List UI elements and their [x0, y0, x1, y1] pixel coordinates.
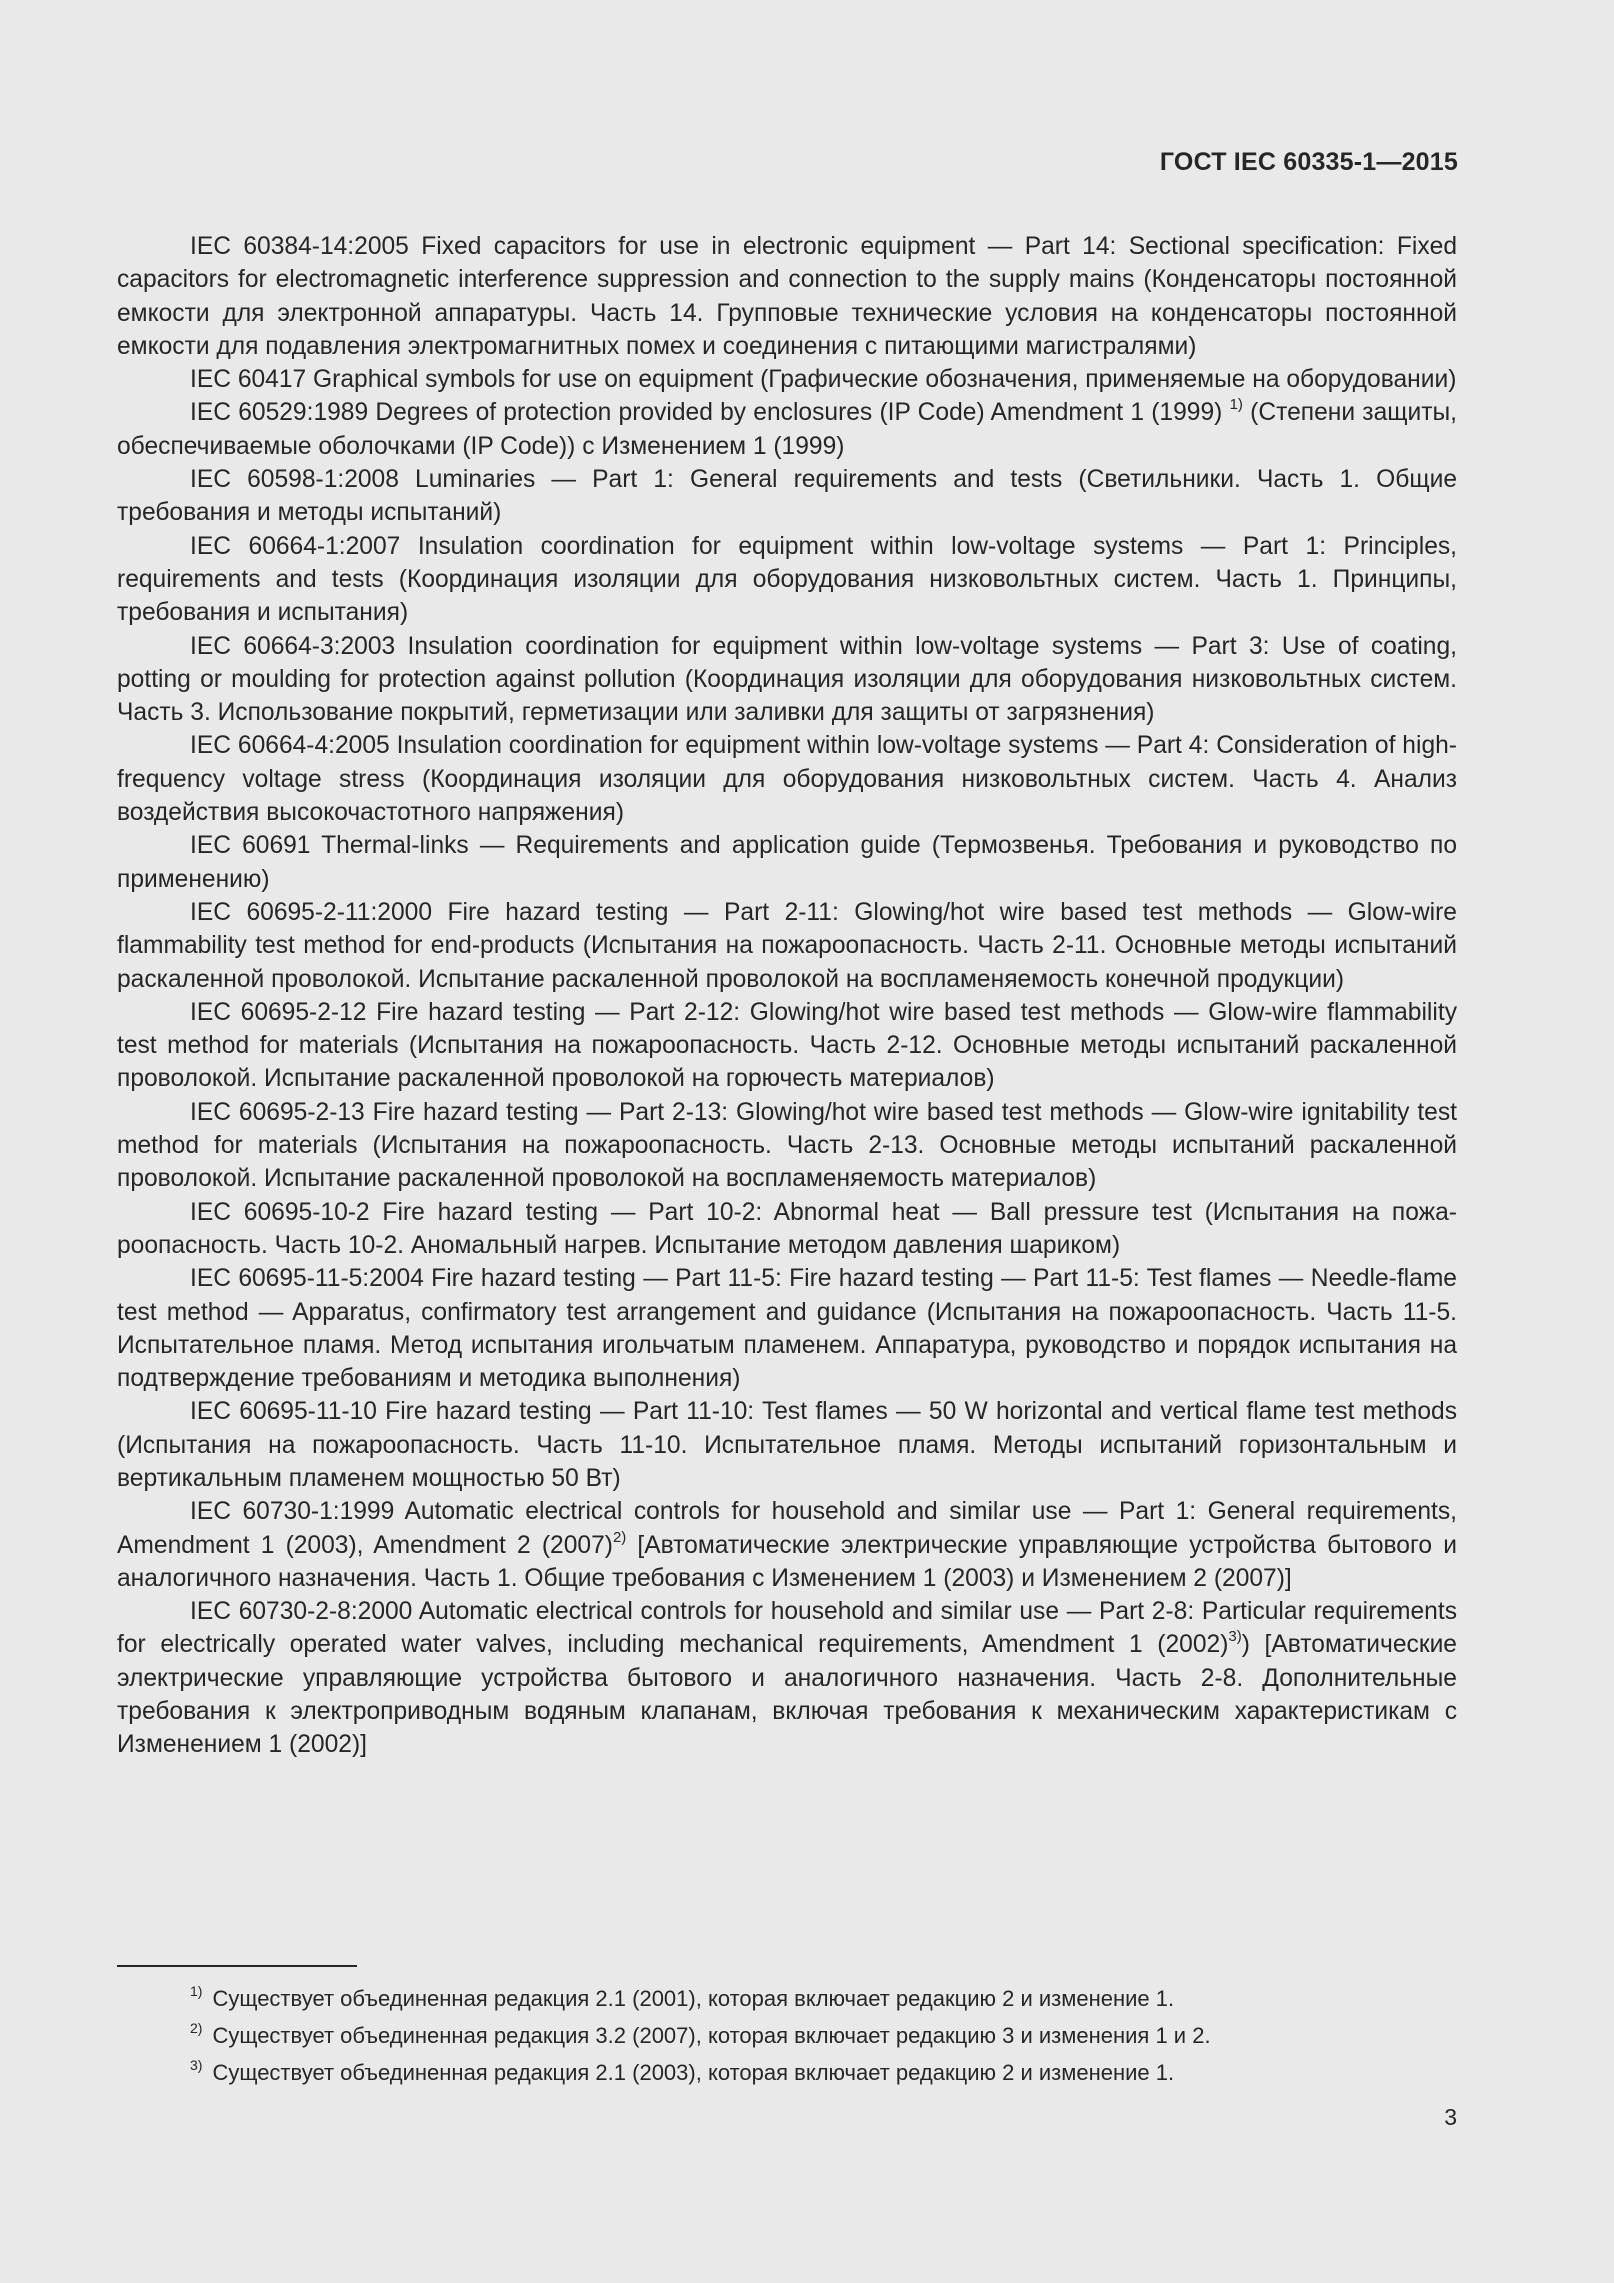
footnote-mark: 3) — [190, 2057, 203, 2073]
reference-item: IEC 60691 Thermal-links — Requirements and application guide (Термозвенья. Требования и руководство по применению) — [117, 832, 1457, 893]
footnote-separator — [117, 1965, 357, 1967]
footnote-mark: 2) — [190, 2020, 203, 2036]
reference-item: IEC 60695-2-13 Fire hazard testing — Part 2-13: Glowing/hot wire based test methods — Glow-wire ignitability test method for materials (Испытания на пожароопасность. Часть 2-13. Основные методы испытаний раскаленной проволокой. Испытание раскаленной проволокой на воспламеняемость материалов) — [117, 1098, 1457, 1193]
footnote-ref: 1) — [1229, 396, 1243, 414]
reference-item: IEC 60664-3:2003 Insulation coordination for equipment within low-voltage systems — Part 3: Use of coating, potting or moulding for protection against pollution (Координация изоляции для оборудования низковольтных систем. Часть 3. Использование покрытий, герметизации или заливки для защиты от загрязнения) — [117, 632, 1457, 727]
reference-text: IEC 60730-1:1999 Automatic electrical controls for household and similar use — Part 1: General requirements, Amendment 1 (2003), Amendment 2 (2007) — [117, 1498, 1457, 1559]
reference-item: IEC 60695-2-11:2000 Fire hazard testing — Part 2-11: Glowing/hot wire based test methods — Glow-wire flammability test method for end-products (Испытания на пожароопасность. Часть 2-11. Основные методы испытаний раскаленной проволокой. Испытание раскаленной проволокой на воспламеняемость конечной продукции) — [117, 898, 1457, 993]
reference-item — [117, 1595, 1457, 1761]
footnote-text: Существует объединенная редакция 3.2 (2007), которая включает редакцию 3 и изменения 1 и 2. — [212, 2023, 1211, 2048]
reference-item: IEC 60417 Graphical symbols for use on equipment (Графические обозначения, применяемые на оборудовании) — [190, 366, 1457, 394]
normative-references-list — [117, 230, 1457, 1762]
page-number: 3 — [1444, 2104, 1457, 2130]
reference-item: IEC 60664-4:2005 Insulation coordination for equipment within low-voltage systems — Part 4: Consideration of high-frequency voltage stress (Координация изоляции для оборудования низковольтных систем. Часть 4. Анализ воздействия высокочастотного напряжения) — [117, 732, 1457, 827]
reference-item: IEC 60695-2-12 Fire hazard testing — Part 2-12: Glowing/hot wire based test methods — Glow-wire flammability test method for materials (Испытания на пожароопасность. Часть 2-12. Основные методы испытаний раскаленной проволокой. Испытание раскаленной проволокой на горючесть материалов) — [117, 998, 1457, 1093]
footnote-ref: 2) — [612, 1528, 627, 1546]
reference-text: [Автоматические электрические управляющие устройства бытового и аналогичного назначения. Часть 1. Общие требования с Изменением 1 (2003) и Изменением 2 (2007)] — [117, 1531, 1457, 1592]
reference-item: IEC 60664-1:2007 Insulation coordination for equipment within low-voltage systems — Part 1: Principles, requirements and tests (Координация изоляции для оборудования низковольтных систем. Часть 1. Принципы, требования и испытания) — [117, 532, 1457, 627]
reference-item: IEC 60598-1:2008 Luminaries — Part 1: General requirements and tests (Светильники. Часть 1. Общие требования и методы испытаний) — [117, 466, 1457, 527]
footnotes — [117, 1980, 1457, 2091]
footnote-text: Существует объединенная редакция 2.1 (2003), которая включает редакцию 2 и изменение 1. — [212, 2060, 1175, 2085]
reference-text: ) [Автоматические электрические управляющие устройства бытового и аналогичного назначения. Часть 2-8. Дополнительные требования к электроприводным водяным клапанам, включая требования к механическим характеристикам с Изменением 1 (2002)] — [117, 1631, 1457, 1759]
footnote — [117, 1980, 1457, 2017]
footnote — [117, 2017, 1457, 2054]
footnote-ref: 3) — [1228, 1628, 1242, 1646]
reference-text: IEC 60529:1989 Degrees of protection provided by enclosures (IP Code) Amendment 1 (1999) — [190, 399, 1230, 427]
reference-text: (Степени защиты, обеспечиваемые оболочками (IP Code)) с Изменением 1 (1999) — [117, 399, 1457, 460]
footnote-mark: 1) — [190, 1983, 203, 1999]
standard-code-header: ГОСТ IEC 60335-1—2015 — [1159, 148, 1458, 176]
reference-item: IEC 60384-14:2005 Fixed capacitors for use in electronic equipment — Part 14: Sectional specification: Fixed capacitors for electromagnetic interference suppression and connection to the supply mains (Конденсаторы постоянной емкости для электронной аппаратуры. Часть 14. Групповые технические условия на конденсаторы постоянной емкости для подавления электромагнитных помех и соединения с питающими магистралями) — [117, 233, 1457, 360]
reference-item: IEC 60695-11-10 Fire hazard testing — Part 11-10: Test flames — 50 W horizontal and vertical flame test methods (Испытания на пожароопасность. Часть 11-10. Испытательное пламя. Методы испытаний горизонтальным и вертикальным пламенем мощностью 50 Вт) — [117, 1398, 1457, 1492]
reference-item — [117, 396, 1457, 463]
footnote — [117, 2054, 1457, 2091]
reference-item — [117, 1495, 1457, 1595]
footnote-text: Существует объединенная редакция 2.1 (2001), которая включает редакцию 2 и изменение 1. — [212, 1986, 1175, 2011]
reference-item: IEC 60695-10-2 Fire hazard testing — Part 10-2: Abnormal heat — Ball pressure test (Испытания на пожароопасность. Часть 10-2. Аномальный нагрев. Испытание методом давления шариком) — [117, 1198, 1457, 1259]
reference-item: IEC 60695-11-5:2004 Fire hazard testing — Part 11-5: Fire hazard testing — Part 11-5: Test flames — Needle-flame test method — Apparatus, confirmatory test arrangement and guidance (Испытания на пожароопасность. Часть 11-5. Испытательное пламя. Метод испытания игольчатым пламенем. Аппаратура, руководство и порядок испытания на подтверждение требованиям и методика выполнения) — [117, 1265, 1457, 1393]
reference-text: IEC 60730-2-8:2000 Automatic electrical controls for household and similar use — Part 2-8: Particular requirements for electrically operated water valves, including mechanical requirements, Amendment 1 (2002) — [117, 1598, 1457, 1659]
